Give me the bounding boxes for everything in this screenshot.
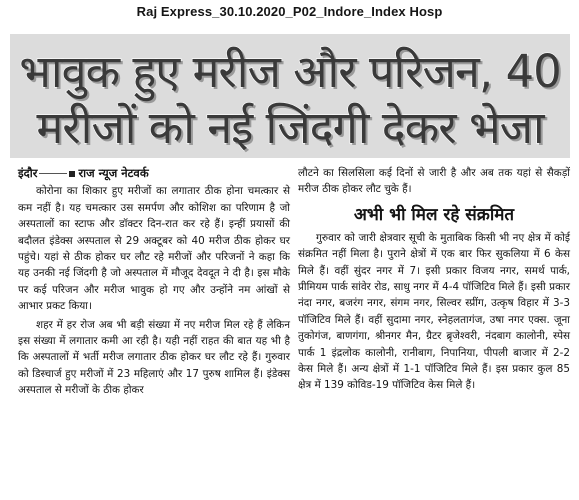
headline-line-2: मरीजों को नई जिंदगी देकर भेजा	[36, 101, 544, 154]
dateline-bullet	[69, 171, 75, 177]
clipping-caption: Raj Express_30.10.2020_P02_Indore_Index Hosp	[136, 4, 443, 19]
article-left-column	[18, 165, 290, 401]
dateline-city: इंदौर	[18, 166, 38, 180]
dateline	[18, 165, 290, 181]
article-paragraph: लौटने का सिलसिला कई दिनों से जारी है और अब तक यहां से सैकड़ों मरीज ठीक होकर लौट चुके हैं।	[298, 167, 570, 196]
article-paragraph: गुरुवार को जारी क्षेत्रवार सूची के मुताबिक किसी भी नए क्षेत्र में कोई संक्रमित नहीं मिला है। पुराने क्षेत्रों में एक बार फिर सुकलिया में 6 केस मिले हैं। वहीं सुंदर नगर में 7। इसी प्रकार विजय नगर, समर्थ पार्क, प्रीमियम पार्क सांवेर रोड, साधु नगर में 4-4 पॉजिटिव मिले हैं। इसी प्रकार नंदा नगर, बजरंग नगर, संगम नगर, सिल्वर स्प्रींग, उत्कृष विहार में 3-3 पॉजिटिव मिले हैं। वहीं सुदामा नगर, स्नेहलतागंज, उषा नगर एक्स. जूना तुकोगंज, बाणगंगा, श्रीनगर मैन, ग्रैटर ब्रृजेश्वरी, नंदबाग कालोनी, स्पेस पार्क 1 इंद्रलोक कालोनी, रानीबाग, निपानिया, पीपली बाजार में 2-2 केस मिले हैं। अन्य क्षेत्रों में 1-1 पॉजिटिव मिले हैं। इस प्रकार कुल 85 क्षेत्र में 139 कोविड-19 पॉजिटिव केस मिले हैं।	[298, 231, 570, 392]
subheading: अभी भी मिल रहे संक्रमित	[353, 204, 515, 225]
headline-line-1: भावुक हुए मरीज और परिजन, 40	[19, 45, 561, 98]
headline-banner	[10, 34, 570, 158]
article-right-column	[298, 165, 570, 396]
article-paragraph: कोरोना का शिकार हुए मरीजों का लगातार ठीक होना चमत्कार से कम नहीं है। यह चमत्कार उस समर्पण और कोशिश का परिणाम है जो अस्पतालों का स्टाफ और डॉक्टर दिन-रात कर रहे हैं। इन्हीं प्रयासों की बदौलत इंडेक्स अस्पताल से 29 अक्टूबर को 40 मरीज ठीक होकर घर पहुंचे। यहां से ठीक होकर घर लौट रहे मरीजों और परिजनों ने कहा कि यह उनकी नई जिंदगी है जो अस्पताल में मौजूद देवदूत ने दी है। इस मौके पर कई परिजन और मरीज भावुक हो गए और उन्होंने नम आंखों से आभार प्रकट किया।	[18, 185, 290, 313]
dateline-separator	[39, 173, 67, 174]
article-paragraph: शहर में हर रोज अब भी बड़ी संख्या में नए मरीज मिल रहे हैं लेकिन इस संख्या में लगातार कमी आ रही है। यही नहीं राहत की बात यह भी है कि अस्पतालों में भर्ती मरीज लगातार ठीक होकर घर लौट रहे हैं। गुरुवार को डिस्चार्ज हुए मरीजों में 23 महिलाएं और 17 पुरुष शामिल हैं। इंडेक्स अस्पताल से मरीजों के ठीक होकर	[18, 318, 290, 397]
dateline-source: राज न्यूज नेटवर्क	[78, 166, 149, 180]
